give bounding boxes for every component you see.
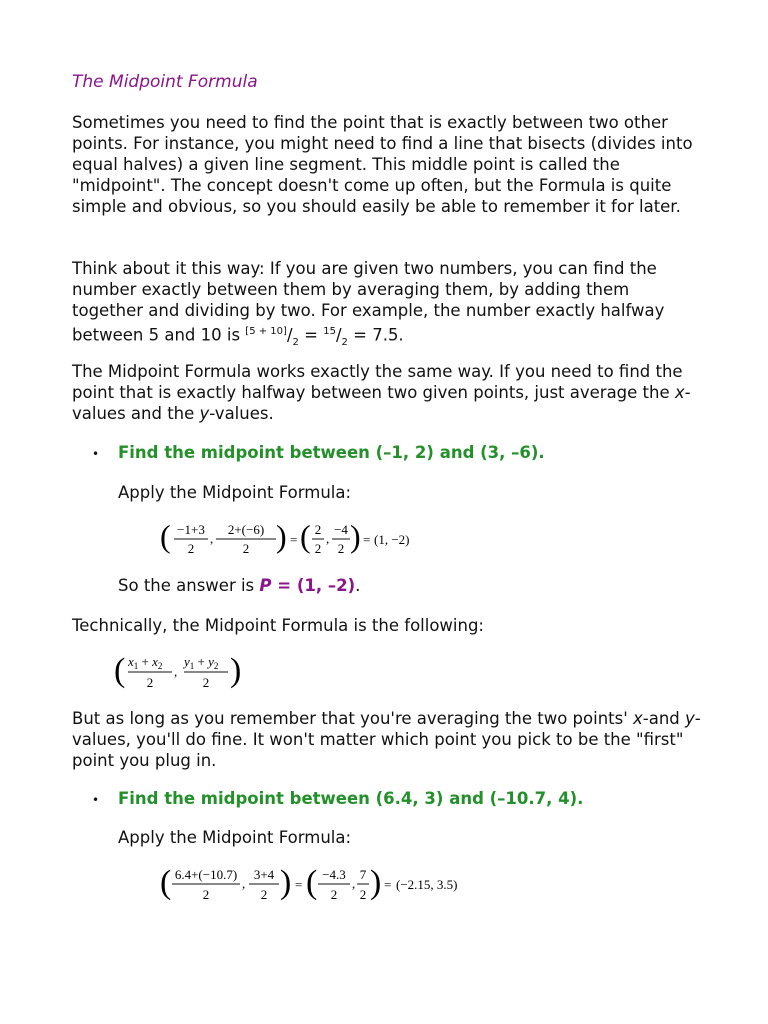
same-way-paragraph — [72, 361, 702, 424]
equals-sign: = — [363, 532, 371, 547]
denominator: 2 — [202, 887, 210, 902]
answer-line — [118, 576, 360, 595]
right-paren: ) — [370, 864, 382, 901]
comma: , — [242, 876, 246, 891]
example1-equation — [160, 518, 410, 564]
fraction-slash: / — [286, 325, 293, 345]
numerator: 3+4 — [253, 867, 275, 882]
comma: , — [326, 531, 330, 546]
left-paren: ( — [114, 652, 126, 689]
averaging-text: Think about it this way: If you are given two numbers, you can find the number exactly between them by averaging them, by adding them together and dividing by two. For example, the number exactly halfway between 5 and 10 is — [72, 259, 665, 345]
list-bullet: • — [92, 447, 100, 461]
equals-sign: = — [384, 877, 392, 892]
numerator: −4.3 — [322, 867, 346, 882]
left-paren: ( — [306, 864, 318, 901]
intro-paragraph: Sometimes you need to find the point that is exactly between two other points. For instance, you might need to find a line that bisects (divides into equal halves) a given line segment. This middle point is called the "midpoint". The concept doesn't come up often, but the Formula is quite simple and obvious, so you should easily be able to remember it for later. — [72, 113, 693, 216]
fraction-denominator: 2 — [292, 336, 299, 348]
result-point: (1, −2) — [374, 532, 410, 547]
denominator: 2 — [242, 541, 250, 556]
numerator: 2+(−6) — [227, 522, 265, 537]
averaging-note-text: -values, you'll do fine. It won't matter which point you pick to be the "first" point you plug in. — [72, 709, 701, 770]
numerator: −1+3 — [177, 522, 205, 537]
denominator: 2 — [337, 541, 345, 556]
result-point: (−2.15, 3.5) — [396, 877, 458, 892]
same-way-text: -values and the — [72, 383, 691, 423]
x-variable: x — [633, 709, 643, 728]
right-paren: ) — [280, 864, 292, 901]
averaging-note-text: But as long as you remember that you're averaging the two points' — [72, 709, 633, 728]
equals-sign: = — [304, 325, 318, 345]
left-paren: ( — [300, 518, 311, 554]
formula-denominator: 2 — [202, 675, 210, 690]
comma: , — [174, 664, 178, 679]
formula-numerator: $y_1 + y_2$ — [184, 654, 219, 671]
right-paren: ) — [350, 518, 361, 554]
example-heading: Find the midpoint between (6.4, 3) and (–10.7, 4). — [118, 789, 584, 808]
left-paren: ( — [160, 864, 172, 901]
denominator: 2 — [359, 887, 367, 902]
apply-formula-text: Apply the Midpoint Formula: — [118, 828, 352, 847]
list-bullet: • — [92, 793, 100, 807]
denominator: 2 — [260, 887, 268, 902]
numerator: −4 — [334, 522, 348, 537]
fraction-numerator: 15 — [323, 326, 336, 337]
page-title: The Midpoint Formula — [72, 72, 258, 92]
right-paren: ) — [276, 518, 287, 554]
x-variable: x — [674, 383, 685, 402]
example2-equation — [160, 862, 480, 910]
denominator: 2 — [187, 541, 195, 556]
numerator: 2 — [314, 522, 322, 537]
midpoint-formula — [114, 650, 244, 698]
y-variable: y — [685, 709, 695, 728]
y-variable: y — [199, 404, 210, 423]
denominator: 2 — [330, 887, 338, 902]
fraction-denominator: 2 — [341, 336, 348, 348]
same-way-text: The Midpoint Formula works exactly the same way. If you need to find the point that is exactly halfway between two given points, just average the — [72, 362, 683, 402]
formula-numerator: $x_1 + x_2$ — [128, 654, 163, 671]
answer-value: = (1, –2) — [271, 576, 356, 595]
numerator: 7 — [359, 867, 367, 882]
averaging-note-paragraph — [72, 708, 702, 771]
left-paren: ( — [160, 518, 171, 554]
right-paren: ) — [230, 652, 242, 689]
example-heading: Find the midpoint between (–1, 2) and (3, –6). — [118, 443, 545, 462]
answer-suffix: . — [355, 576, 361, 595]
technically-text: Technically, the Midpoint Formula is the following: — [72, 616, 484, 635]
apply-formula-text: Apply the Midpoint Formula: — [118, 483, 352, 502]
answer-expression — [259, 576, 355, 595]
denominator: 2 — [314, 541, 322, 556]
average-result: = 7.5. — [353, 325, 404, 345]
comma: , — [210, 531, 214, 546]
fraction-slash: / — [335, 325, 342, 345]
equals-sign: = — [295, 877, 303, 892]
averaging-note-text: -and — [642, 709, 686, 728]
fraction-numerator: [5 + 10] — [245, 326, 287, 337]
answer-variable: P — [259, 576, 272, 595]
answer-prefix: So the answer is — [118, 576, 260, 595]
numerator: 6.4+(−10.7) — [174, 867, 238, 882]
averaging-paragraph — [72, 258, 702, 353]
equals-sign: = — [290, 532, 298, 547]
same-way-text: -values. — [209, 404, 274, 423]
comma: , — [352, 876, 356, 891]
formula-denominator: 2 — [146, 675, 154, 690]
